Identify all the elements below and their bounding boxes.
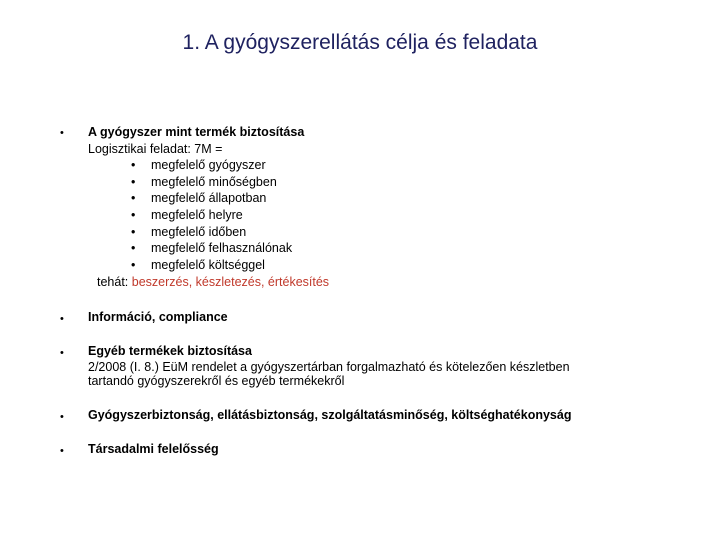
- list-item: megfelelő felhasználónak: [151, 241, 293, 255]
- sub-bullet: •: [131, 208, 136, 222]
- section-1-heading: A gyógyszer mint termék biztosítása: [88, 125, 305, 139]
- bullet-section-1: •: [60, 127, 64, 139]
- list-item: megfelelő minőségben: [151, 175, 277, 189]
- list-item: megfelelő költséggel: [151, 258, 265, 272]
- section-3-text-line-1: 2/2008 (I. 8.) EüM rendelet a gyógyszertárban forgalmazható és kötelezően készletben: [88, 360, 570, 374]
- conclusion-prefix: tehát:: [97, 275, 132, 289]
- section-3-text-line-2: tartandó gyógyszerekről és egyéb termékekről: [88, 374, 345, 388]
- bullet-section-2: •: [60, 313, 64, 325]
- sub-bullet: •: [131, 225, 136, 239]
- section-2-heading: Információ, compliance: [88, 310, 228, 324]
- section-1-conclusion: [97, 274, 329, 291]
- sub-bullet: •: [131, 258, 136, 272]
- bullet-section-5: •: [60, 445, 64, 457]
- section-1-intro: Logisztikai feladat: 7M =: [88, 142, 223, 156]
- list-item: megfelelő állapotban: [151, 191, 267, 205]
- slide-title: 1. A gyógyszerellátás célja és feladata: [182, 31, 538, 54]
- section-3-heading: Egyéb termékek biztosítása: [88, 344, 252, 358]
- bullet-section-3: •: [60, 347, 64, 359]
- sub-bullet: •: [131, 191, 136, 205]
- sub-bullet: •: [131, 175, 136, 189]
- bullet-section-4: •: [60, 411, 64, 423]
- conclusion-highlight: beszerzés, készletezés, értékesítés: [131, 275, 330, 289]
- sub-bullet: •: [131, 158, 136, 172]
- list-item: megfelelő időben: [151, 225, 247, 239]
- section-5-heading: Társadalmi felelősség: [88, 442, 219, 456]
- list-item: megfelelő helyre: [151, 208, 243, 222]
- sub-bullet: •: [131, 241, 136, 255]
- section-4-heading: Gyógyszerbiztonság, ellátásbiztonság, szolgáltatásminőség, költséghatékonyság: [88, 408, 572, 422]
- list-item: megfelelő gyógyszer: [151, 158, 266, 172]
